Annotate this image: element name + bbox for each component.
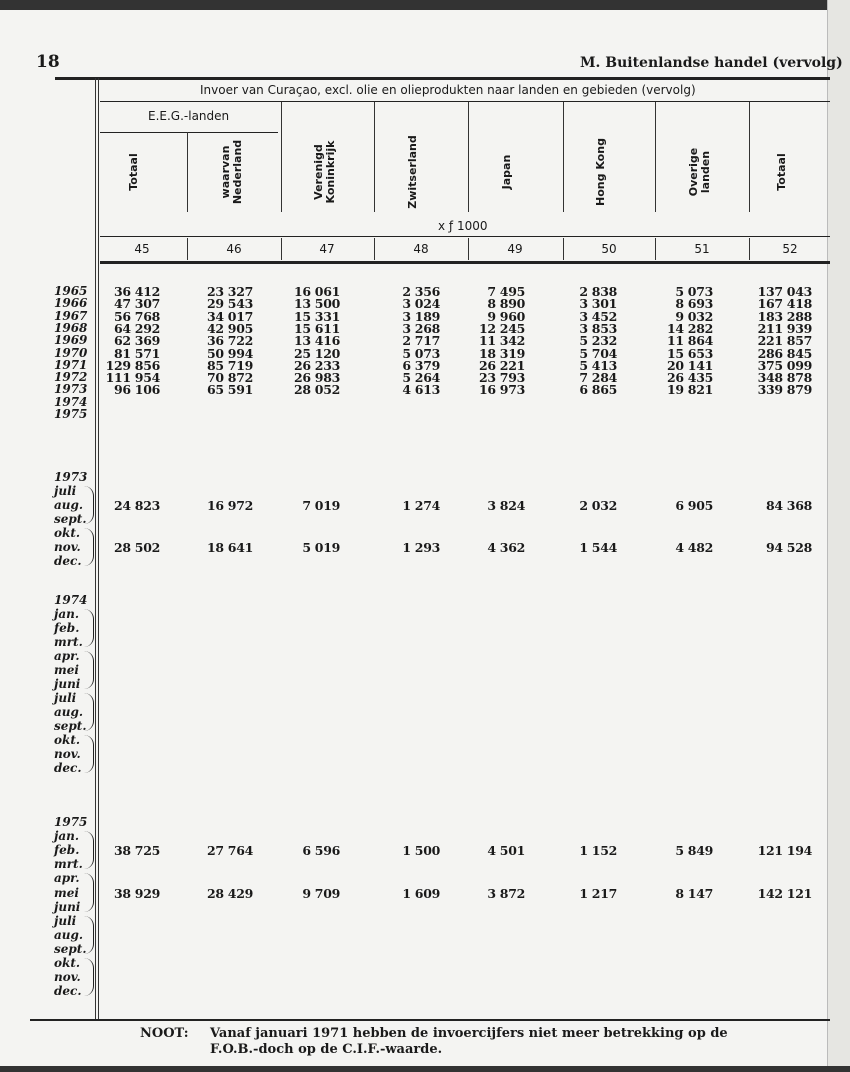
quarter-cell: 38 725 [113, 843, 160, 859]
group-rule [100, 132, 278, 133]
table-cell: 15 611 [293, 320, 340, 336]
column-header-4: Japan [500, 154, 513, 190]
month-label: jan. [54, 607, 80, 621]
table-cell: 25 120 [293, 345, 340, 361]
column-number-0: 45 [134, 242, 150, 256]
table-cell: 64 292 [113, 320, 160, 336]
table-cell: 23 327 [206, 284, 253, 299]
column-divider [281, 102, 282, 212]
year-label: 1967 [54, 308, 88, 323]
column-number-divider [187, 238, 188, 260]
year-label: 1973 [54, 382, 88, 397]
table-cell: 13 500 [293, 296, 340, 312]
year-label: 1969 [54, 333, 88, 348]
table-cell: 111 954 [105, 370, 160, 386]
table-cell: 3 024 [402, 296, 440, 312]
table-cell: 8 693 [675, 296, 713, 312]
table-cell: 15 331 [293, 308, 340, 324]
column-number-divider [468, 238, 469, 260]
table-cell: 2 838 [579, 284, 617, 299]
column-header-0: Totaal [127, 153, 140, 191]
column-header-1: waarvan Nederland [219, 139, 244, 205]
table-cell: 348 878 [757, 370, 812, 386]
table-cell: 5 264 [402, 370, 440, 386]
quarter-cell: 84 368 [765, 498, 812, 513]
table-cell: 36 722 [206, 333, 253, 349]
column-number-5: 50 [601, 242, 617, 256]
month-label: juli [54, 691, 77, 705]
table-cell: 81 571 [113, 345, 160, 361]
year-label: 1972 [54, 370, 88, 385]
table-cell: 12 245 [478, 320, 525, 336]
quarter-cell: 5 849 [675, 843, 713, 859]
quarter-cell: 1 293 [402, 540, 440, 555]
unit-rule [100, 236, 830, 237]
month-label: juni [54, 899, 81, 914]
quarter-brace [83, 693, 94, 731]
column-number-7: 52 [782, 242, 798, 256]
table-cell: 5 704 [579, 345, 617, 361]
month-label: nov. [54, 747, 81, 761]
quarter-cell: 18 641 [206, 540, 253, 555]
section-year-label: 1974 [54, 593, 88, 607]
quarter-cell: 9 709 [302, 885, 340, 901]
note-line-2: F.O.B.-doch op de C.I.F.-waarde. [210, 1042, 443, 1057]
quarter-brace [83, 651, 94, 689]
quarter-cell: 6 905 [675, 498, 713, 513]
table-cell: 3 189 [402, 308, 440, 324]
table-cell: 47 307 [113, 296, 160, 312]
month-label: juni [54, 677, 81, 691]
month-label: sept. [54, 941, 87, 956]
page-number: 18 [36, 52, 60, 72]
month-label: apr. [54, 649, 80, 663]
quarter-brace [83, 916, 94, 954]
quarter-cell: 94 528 [765, 540, 812, 555]
table-cell: 3 301 [579, 296, 617, 312]
month-label: apr. [54, 871, 80, 886]
table-cell: 28 052 [293, 382, 340, 398]
month-label: nov. [54, 970, 81, 985]
month-label: sept. [54, 512, 87, 526]
table-cell: 11 864 [666, 333, 713, 349]
column-number-1: 46 [226, 242, 242, 256]
month-label: feb. [54, 843, 80, 858]
table-cell: 5 413 [579, 357, 617, 373]
month-label: mei [54, 663, 79, 677]
column-number-divider [749, 238, 750, 260]
table-cell: 129 856 [105, 357, 160, 373]
month-label: dec. [54, 984, 82, 999]
column-number-4: 49 [507, 242, 523, 256]
running-title: M. Buitenlandse handel (vervolg) [580, 55, 843, 71]
quarter-brace [83, 735, 94, 773]
quarter-cell: 6 596 [302, 843, 340, 859]
month-label: mrt. [54, 635, 83, 649]
table-cell: 65 591 [206, 382, 253, 398]
month-label: jan. [54, 829, 80, 844]
column-number-2: 47 [319, 242, 335, 256]
column-divider [749, 102, 750, 212]
table-cell: 85 719 [206, 357, 253, 373]
table-cell: 5 073 [675, 284, 713, 299]
table-cell: 26 221 [478, 357, 525, 373]
month-label: juli [54, 484, 77, 498]
table-cell: 26 435 [666, 370, 713, 386]
column-header-5: Hong Kong [594, 138, 607, 206]
table-cell: 211 939 [757, 320, 812, 336]
table-cell: 14 282 [666, 320, 713, 336]
scan-border-bottom [0, 1066, 850, 1072]
year-label: 1975 [54, 407, 88, 421]
quarter-cell: 4 501 [487, 843, 525, 859]
table-cell: 3 268 [402, 320, 440, 336]
table-cell: 167 418 [757, 296, 812, 312]
year-label: 1965 [54, 284, 88, 298]
month-label: aug. [54, 498, 84, 512]
quarter-cell: 27 764 [206, 843, 253, 859]
quarter-cell: 7 019 [302, 498, 340, 513]
table-cell: 6 379 [402, 357, 440, 373]
scan-border-top [0, 0, 850, 10]
table-cell: 9 032 [675, 308, 713, 324]
quarter-cell: 1 274 [402, 498, 440, 513]
header-bottom-rule [100, 261, 830, 264]
note-label: NOOT: [140, 1026, 189, 1041]
table-cell: 2 356 [402, 284, 440, 299]
quarter-cell: 24 823 [113, 498, 160, 513]
quarter-cell: 28 429 [206, 885, 253, 901]
unit-label: x ƒ 1000 [438, 219, 488, 233]
table-cell: 183 288 [757, 308, 812, 324]
month-label: sept. [54, 719, 87, 733]
quarter-brace [83, 958, 94, 996]
quarter-cell: 1 609 [402, 885, 440, 901]
quarter-cell: 38 929 [113, 885, 160, 901]
table-cell: 5 073 [402, 345, 440, 361]
quarter-cell: 8 147 [675, 885, 713, 901]
column-divider [468, 102, 469, 212]
table-cell: 13 416 [293, 333, 340, 349]
table-cell: 16 973 [478, 382, 525, 398]
month-label: aug. [54, 927, 84, 942]
month-label: dec. [54, 554, 82, 568]
table-title: Invoer van Curaçao, excl. olie en olieprodukten naar landen en gebieden (vervolg) [200, 83, 696, 97]
table-cell: 26 983 [293, 370, 340, 386]
table-cell: 137 043 [757, 284, 812, 299]
quarter-cell: 3 872 [487, 885, 525, 901]
table-cell: 221 857 [757, 333, 812, 349]
quarter-cell: 28 502 [113, 540, 160, 555]
quarter-cell: 1 217 [579, 885, 617, 901]
month-label: nov. [54, 540, 81, 554]
quarter-cell: 1 500 [402, 843, 440, 859]
column-number-divider [655, 238, 656, 260]
group-header-eeg: E.E.G.-landen [148, 109, 230, 123]
table-top-rule [55, 77, 830, 80]
quarter-brace [83, 609, 94, 647]
table-cell: 286 845 [757, 345, 812, 361]
table-cell: 5 232 [579, 333, 617, 349]
month-label: okt. [54, 526, 81, 540]
column-header-2: Verenigd Koninkrijk [312, 140, 337, 204]
quarter-cell: 3 824 [487, 498, 525, 513]
table-cell: 29 543 [206, 296, 253, 312]
table-cell: 7 495 [487, 284, 525, 299]
table-cell: 11 342 [478, 333, 525, 349]
scan-page-edge [827, 0, 850, 1072]
column-number-divider [281, 238, 282, 260]
table-cell: 23 793 [478, 370, 525, 386]
month-label: juli [54, 913, 77, 928]
table-cell: 7 284 [579, 370, 617, 386]
month-label: mrt. [54, 857, 83, 872]
table-cell: 3 452 [579, 308, 617, 324]
column-number-6: 51 [694, 242, 710, 256]
table-cell: 375 099 [757, 357, 812, 373]
month-label: dec. [54, 761, 82, 775]
table-cell: 4 613 [402, 382, 440, 398]
column-header-7: Totaal [775, 153, 788, 191]
table-cell: 339 879 [757, 382, 812, 398]
quarter-cell: 2 032 [579, 498, 617, 513]
title-rule [100, 101, 830, 102]
table-cell: 56 768 [113, 308, 160, 324]
month-label: aug. [54, 705, 84, 719]
quarter-cell: 16 972 [206, 498, 253, 513]
quarter-cell: 142 121 [757, 885, 812, 901]
table-bottom-rule [30, 1019, 830, 1021]
column-divider [187, 132, 188, 212]
month-label: okt. [54, 956, 81, 970]
month-label: feb. [54, 621, 80, 635]
section-year-label: 1973 [54, 470, 88, 484]
table-cell: 96 106 [113, 382, 160, 398]
section-year-label: 1975 [54, 815, 88, 829]
table-cell: 18 319 [478, 345, 525, 361]
year-label: 1966 [54, 296, 88, 311]
year-label: 1968 [54, 320, 88, 335]
table-cell: 19 821 [666, 382, 713, 398]
year-label: 1970 [54, 345, 88, 360]
month-label: mei [54, 885, 79, 900]
quarter-cell: 1 152 [579, 843, 617, 859]
note-line-1: Vanaf januari 1971 hebben de invoercijfers niet meer betrekking op de [210, 1026, 728, 1041]
quarter-cell: 121 194 [757, 843, 812, 859]
table-cell: 3 853 [579, 320, 617, 336]
column-number-divider [374, 238, 375, 260]
column-divider [374, 102, 375, 212]
quarter-cell: 1 544 [579, 540, 617, 555]
year-label: 1971 [54, 357, 88, 372]
table-cell: 70 872 [206, 370, 253, 386]
table-cell: 36 412 [113, 284, 160, 299]
table-cell: 2 717 [402, 333, 440, 349]
month-label: okt. [54, 733, 81, 747]
column-divider [563, 102, 564, 212]
table-cell: 42 905 [206, 320, 253, 336]
table-cell: 34 017 [206, 308, 253, 324]
table-cell: 50 994 [206, 345, 253, 361]
table-cell: 26 233 [293, 357, 340, 373]
table-cell: 15 653 [666, 345, 713, 361]
quarter-cell: 4 362 [487, 540, 525, 555]
column-number-divider [563, 238, 564, 260]
quarter-cell: 4 482 [675, 540, 713, 555]
column-divider [655, 102, 656, 212]
table-cell: 16 061 [293, 284, 340, 299]
column-number-3: 48 [413, 242, 429, 256]
table-cell: 9 960 [487, 308, 525, 324]
column-header-6: Overige landen [687, 147, 712, 197]
year-label: 1974 [54, 394, 88, 409]
column-header-3: Zwitserland [406, 135, 419, 209]
quarter-cell: 5 019 [302, 540, 340, 555]
table-cell: 62 369 [113, 333, 160, 349]
table-cell: 20 141 [666, 357, 713, 373]
table-cell: 6 865 [579, 382, 617, 398]
table-cell: 8 890 [487, 296, 525, 312]
